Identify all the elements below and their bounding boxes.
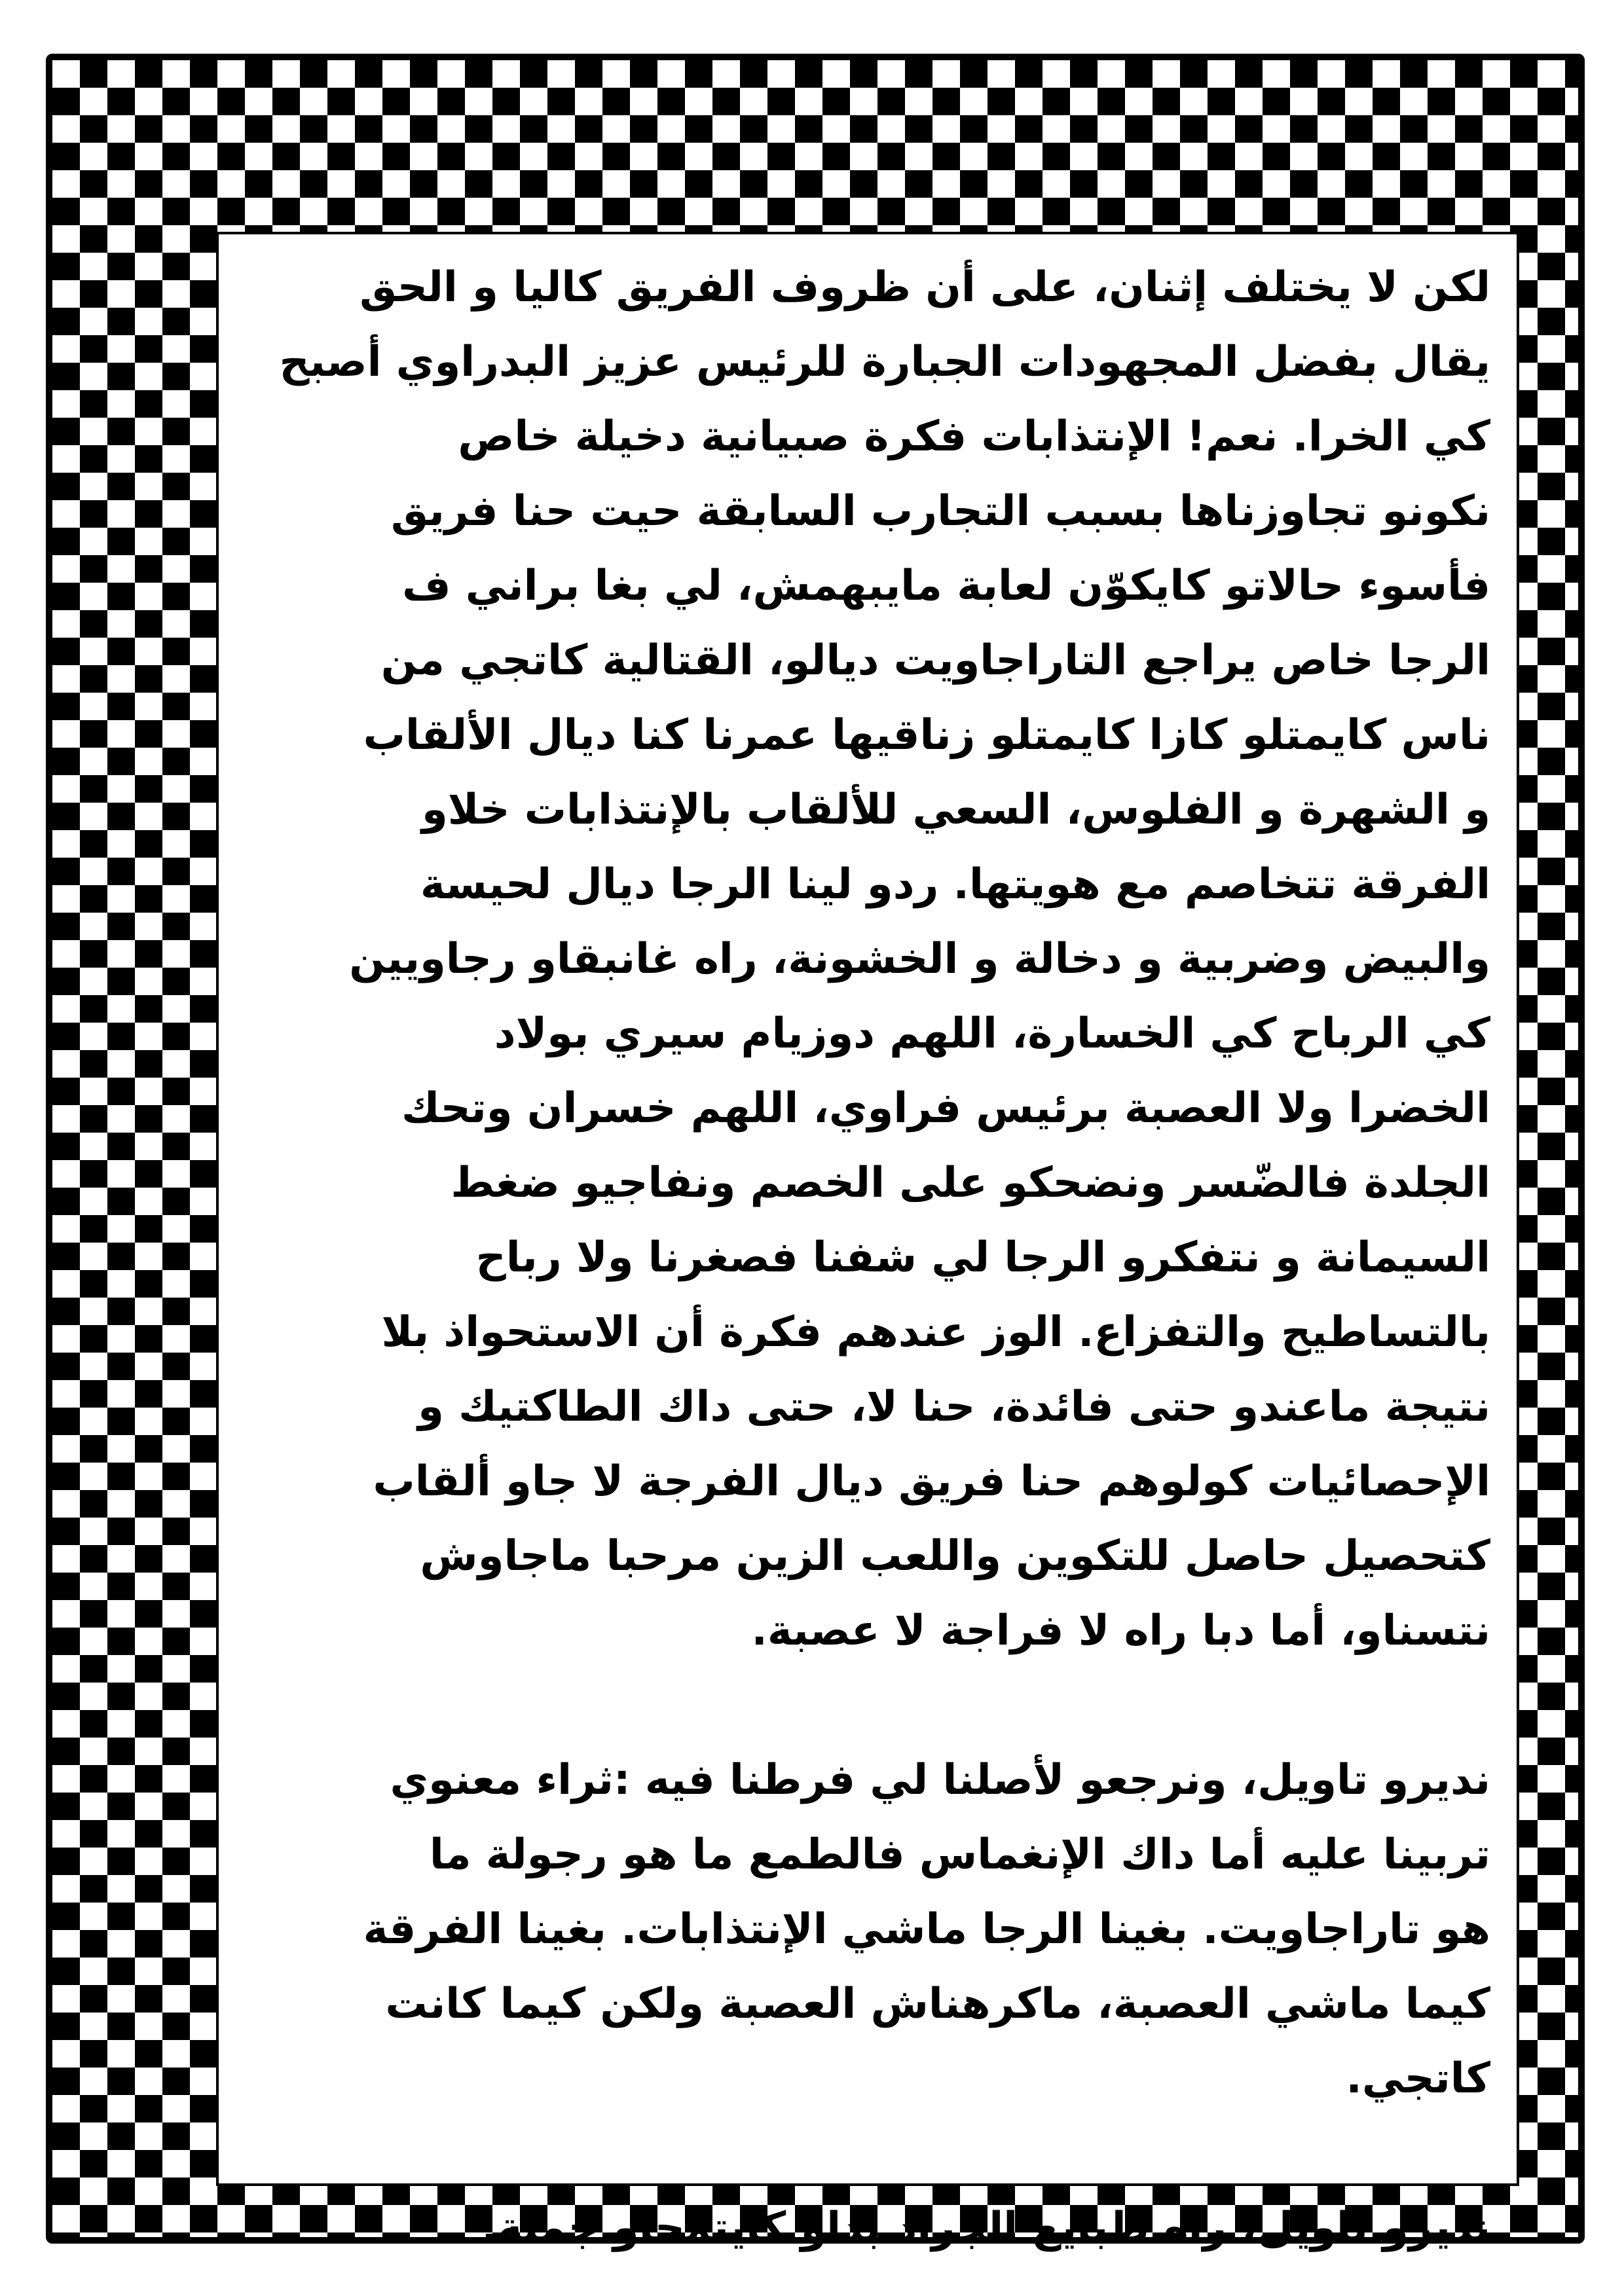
text-line: الرجا خاص يراجع التاراجاويت ديالو، القتالية كاتجي من [380, 636, 1490, 685]
text-panel [216, 232, 1519, 2252]
text-line: نديرو تاويل، راه طبايع الجراد بداو كايتمحاو جملة. [481, 2204, 1490, 2252]
text-line: كتحصيل حاصل للتكوين واللعب الزين مرحبا ماجاوش [420, 1532, 1490, 1580]
text-line: السيمانة و نتفكرو الرجا لي شفنا فصغرنا ولا رباح [475, 1233, 1490, 1282]
text-line: نتسناو، أما دبا راه لا فراجة لا عصبة. [751, 1607, 1490, 1655]
text-line: لكن لا يختلف إثنان، على أن ظروف الفريق كاليا و الحق [360, 263, 1490, 312]
text-line: الخضرا ولا العصبة برئيس فراوي، اللهم خسران وتحك [401, 1084, 1490, 1133]
checkered-border-frame [46, 54, 1585, 2252]
text-line: نديرو تاويل، ونرجعو لأصلنا لي فرطنا فيه :ثراء معنوي [390, 1756, 1490, 1804]
text-line: يقال بفضل المجهودات الجبارة للرئيس عزيز البدراوي أصبح [279, 338, 1490, 386]
paragraph-1 [245, 250, 1490, 1668]
text-line: نكونو تجاوزناها بسبب التجارب السابقة حيت حنا فريق [391, 487, 1490, 536]
text-line: ناس كايمتلو كازا كايمتلو زناقيها عمرنا كنا ديال الألقاب [363, 711, 1490, 759]
paragraph-2 [245, 1743, 1490, 2116]
text-line: والبيض وضربية و دخالة و الخشونة، راه غانبقاو رجاويين [349, 935, 1490, 983]
text-line: كاتجي. [1346, 2054, 1490, 2103]
text-line: فأسوء حالاتو كايكوّن لعابة مايبهمش، لي بغا براني ف [402, 562, 1490, 610]
text-line: كي الخرا. نعم! الإنتذابات فكرة صبيانية دخيلة خاص [458, 412, 1490, 461]
article-body [245, 250, 1490, 2265]
text-line: نتيجة ماعندو حتى فائدة، حنا لا، حتى داك الطاكتيك و [418, 1383, 1490, 1431]
text-line: تربينا عليه أما داك الإنغماس فالطمع ما هو رجولة ما [429, 1831, 1490, 1879]
text-line: الجلدة فالضّسر ونضحكو على الخصم ونفاجيو ضغط [451, 1159, 1490, 1207]
paragraph-3 [245, 2191, 1490, 2265]
text-line: الإحصائيات كولوهم حنا فريق ديال الفرجة لا جاو ألقاب [373, 1457, 1490, 1506]
text-line: بالتساطيح والتفزاع. الوز عندهم فكرة أن الاستحواذ بلا [381, 1308, 1490, 1357]
text-line: كيما ماشي العصبة، ماكرهناش العصبة ولكن كيما كانت [385, 1980, 1490, 2028]
text-line: و الشهرة و الفلوس، السعي للألقاب بالإنتذابات خلاو [421, 786, 1490, 834]
text-line: كي الرباح كي الخسارة، اللهم دوزيام سيري بولاد [494, 1010, 1490, 1058]
text-line: هو تاراجاويت. بغينا الرجا ماشي الإنتذابات. بغينا الفرقة [363, 1905, 1490, 1954]
text-line: الفرقة تتخاصم مع هويتها. ردو لينا الرجا ديال لحيسة [420, 860, 1490, 909]
